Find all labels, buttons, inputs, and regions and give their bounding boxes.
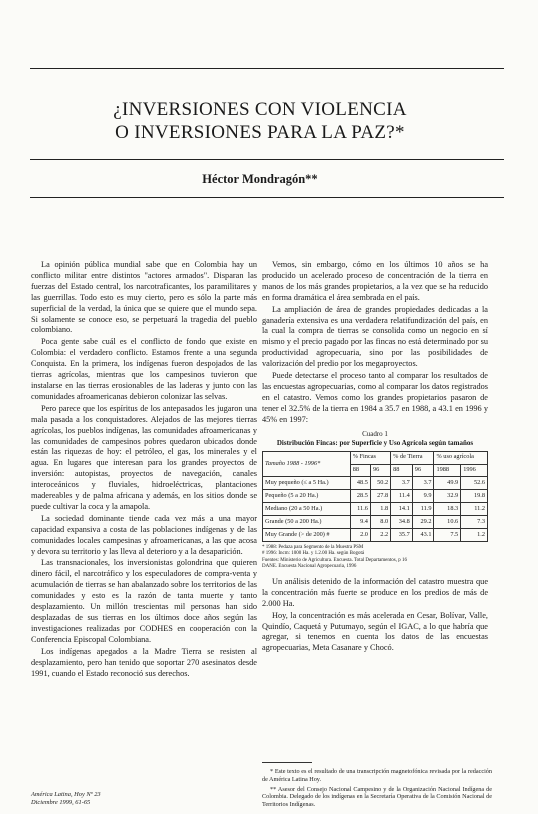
table-number: Cuadro 1 [362, 429, 388, 438]
table-cell: 27.8 [370, 490, 390, 503]
table-cell: 14.1 [391, 503, 413, 516]
table-header-row [263, 451, 488, 464]
table-note: * 1988: Pedaza para Segmento de la Muestra PSM [262, 544, 364, 550]
journal-date: Diciembre 1999, 61-65 [31, 798, 91, 806]
table-subheader: 1988 [434, 464, 461, 477]
paragraph: Las transnacionales, los inversionistas golondrina que quieren dinero fácil, el narcotráfico y los especuladores de compra-venta y acumulación de tierras se han abalanzado sobre los territorios de las comunidades y esto es la razón de tanta muerte y tanto desplazamiento. Un millón trescientas mil personas han sido desplazadas de sus tierras en los últimos doce años según las investigaciones realizadas por CODHES en cooperación con la Conferencia Episcopal Colombiana. [31, 558, 257, 644]
table-subheader: 88 [391, 464, 413, 477]
title-rule [30, 159, 504, 160]
table-cell: 9.9 [412, 490, 434, 503]
table-cell: 52.6 [461, 477, 488, 490]
paragraph: Los indígenas apegados a la Madre Tierra se resisten al desplazamiento, pero han tenido que soportar 270 asesinatos desde 1991, cuando el Estado reconoció sus derechos. [31, 646, 257, 678]
table-cell: 48.5 [350, 477, 370, 490]
table-cell: 3.7 [412, 477, 434, 490]
footnote: * Este texto es el resultado de una transcripción magnetofónica revisada por la redacción de América Latina Hoy. [262, 768, 492, 783]
table-cell: Mediano (20 a 50 Ha.) [263, 503, 351, 516]
table-cell: 1.8 [370, 503, 390, 516]
table-cell: 1.2 [461, 529, 488, 542]
table-subheader: 96 [370, 464, 390, 477]
paragraph: Pero parece que los espíritus de los antepasados les jugaron una mala pasada a los conquistadores. Alejados de las mejores tierras agrícolas, los pueblos indígenas, las comunidades afroamericanas y las comunidades de campesinos pobres quedaron ubicados donde están las riquezas de hoy: el petróleo, el gas, los minerales y el agua. En lugares que interesan para los grandes proyectos de inversión: autopistas, proyectos de navegación, canales interoceánicos y fluviales, hidroeléctricas, plantaciones madereables y de palma africana y además, en los sitios donde se puede cultivar la coca y la amapola. [31, 403, 257, 511]
table-cell: 3.7 [391, 477, 413, 490]
table-cell: 2.2 [370, 529, 390, 542]
table-note: DANE. Encuesta Nacional Agropecuaria, 1996 [262, 564, 357, 570]
table-cell: Muy pequeño (≤ a 5 Ha.) [263, 477, 351, 490]
table-row [263, 490, 488, 503]
article-title [60, 98, 460, 144]
table-cell: 10.6 [434, 516, 461, 529]
paragraph: Poca gente sabe cuál es el conflicto de fondo que existe en Colombia: el verdadero conflicto. Estamos frente a una segunda Conquista. En la primera, los indígenas fueron despojados de las tierras agrícolas, mientras que los campesinos tuvieron que instalarse en las tierras erosionables de las laderas y junto con las comunidades afroamericanas debieron colonizar las selvas. [31, 337, 257, 401]
table-subtitle: Distribución Fincas: por Superficie y Uso Agrícola según tamaños [276, 438, 474, 447]
table-cell: 7.3 [461, 516, 488, 529]
right-column [262, 260, 488, 655]
table-cell: 11.2 [461, 503, 488, 516]
distribution-table [262, 451, 488, 542]
table-cell: 29.2 [412, 516, 434, 529]
paragraph: La ampliación de área de grandes propiedades dedicadas a la ganadería extensiva es una verdadera relatifundización del país, en la cual la compra de tierras se consolida como un negocio en sí mismo y el precio pagado por las fincas no está determinado por su productividad agropecuaria, sino por las posibilidades de valorización del predio por los megaproyectos. [262, 304, 488, 369]
footnote: ** Asesor del Consejo Nacional Campesino y de la Organización Nacional Indígena de Colombia. Delegado de los indígenas en la Secretaría Operativa de la Comisión Nacional de Territorios Indígenas. [262, 785, 492, 809]
table-cell: 35.7 [391, 529, 413, 542]
table-header: Tamaño 1988 - 1996* [263, 451, 351, 477]
table-note: # 1996: Incm: 1000 Ha. y 1.2.00 Ha. según Bogotá [262, 551, 365, 557]
author-rule [30, 197, 504, 198]
title-line-2: O INVERSIONES PARA LA PAZ?* [115, 122, 405, 143]
table-cell: 49.9 [434, 477, 461, 490]
table-cell: 2.0 [350, 529, 370, 542]
table-cell: Pequeño (5 a 20 Ha.) [263, 490, 351, 503]
title-line-1: ¿INVERSIONES CON VIOLENCIA [113, 99, 407, 120]
table-cell: 11.4 [391, 490, 413, 503]
table-note: Fuentes: Ministerio de Agricultura. Encuesta. Total Departamentos, p 16 [262, 557, 407, 563]
author-name: Héctor Mondragón** [202, 172, 318, 186]
table-cell: 28.5 [350, 490, 370, 503]
table-cell: 19.8 [461, 490, 488, 503]
table-header: % Fincas [350, 451, 390, 464]
table-row [263, 503, 488, 516]
table-subheader: 1996 [461, 464, 488, 477]
footnote-rule [262, 762, 312, 763]
table-row [263, 516, 488, 529]
journal-reference [31, 791, 101, 807]
table-cell: 34.8 [391, 516, 413, 529]
table-cell: 32.9 [434, 490, 461, 503]
table-cell: Muy Grande (> de 200) # [263, 529, 351, 542]
table-cell: 7.5 [434, 529, 461, 542]
table-subheader: 96 [412, 464, 434, 477]
table-header: % uso agrícola [434, 451, 488, 464]
top-rule [30, 68, 504, 69]
table-caption [262, 430, 488, 448]
table-row [263, 477, 488, 490]
table-cell: Grande (50 a 200 Ha.) [263, 516, 351, 529]
table-header: % de Tierra [391, 451, 434, 464]
paragraph: La opinión pública mundial sabe que en Colombia hay un conflicto militar entre distintos "actores armados". Disparan las fuerzas del Estado central, los narcotraficantes, los paramilitares y las guerrillas. Todo esto es muy cierto, pero es sólo la parte más superficial de la verdad, la única que se quiere que el mundo sepa. Si solamente se conoce eso, se perpetuará la tragedia del pueblo colombiano. [31, 260, 257, 335]
table-row [263, 529, 488, 542]
table-cell: 11.9 [412, 503, 434, 516]
table-cell: 11.6 [350, 503, 370, 516]
paragraph: Puede detectarse el proceso tanto al comparar los resultados de las encuestas agropecuarias, como al comparar los datos registrados en el catastro. Vemos como los grandes propietarios pasaron de tener el 32.5% de la tierra en 1984 a 35.7 en 1988, a 43.1 en 1996 y 45% en 1997: [262, 371, 488, 424]
paragraph: Hoy, la concentración es más acelerada en Cesar, Bolívar, Valle, Quindío, Caquetá y Putumayo, según el IGAC, a lo que habría que agregar, si tenemos en cuenta los datos de las encuestas agropecuarias, Meta Casanare y Chocó. [262, 610, 488, 653]
table-notes [262, 545, 488, 571]
table-cell: 8.0 [370, 516, 390, 529]
table-cell: 9.4 [350, 516, 370, 529]
paragraph: Un análisis detenido de la información del catastro muestra que la concentración más fuerte se produce en los predios de más de 2.000 Ha. [262, 576, 488, 608]
table-cell: 18.3 [434, 503, 461, 516]
footnotes [262, 768, 492, 811]
journal-name: América Latina, Hoy Nº 23 [31, 791, 101, 798]
paragraph: Vemos, sin embargo, cómo en los últimos 10 años se ha producido un acelerado proceso de concentración de la tierra en manos de los más grandes propietarios, a la vez que se ha reducido en forma dramática el área sembrada en el país. [262, 260, 488, 302]
table-subheader: 88 [350, 464, 370, 477]
table-cell: 43.1 [412, 529, 434, 542]
left-column [31, 260, 257, 680]
table-cell: 50.2 [370, 477, 390, 490]
paragraph: La sociedad dominante tiende cada vez más a una mayor capacidad expansiva a costa de las poblaciones indígenas y de las comunidades locales campesinas y afroamericanas, a las que acosa y devora su territorio y las lleva al deterioro y a la desaparición. [31, 513, 257, 556]
